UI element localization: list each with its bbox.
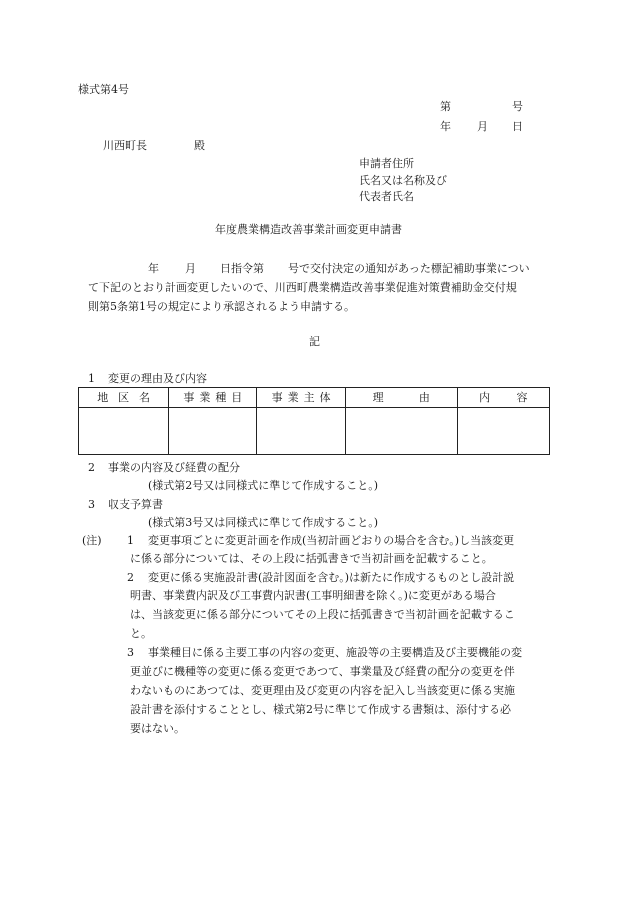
section3-note: (様式第3号又は同様式に準じて作成すること。): [148, 516, 379, 529]
section2-note: (様式第2号又は同様式に準じて作成すること。): [148, 479, 379, 492]
body-line1-rest: 号で交付決定の通知があった標記補助事業につい: [288, 262, 530, 275]
change-table: [78, 387, 554, 455]
note-number: 2: [127, 571, 134, 584]
section1-title: 変更の理由及び内容: [108, 372, 207, 385]
note-line: 変更に係る実施設計書(設計図面を含む。)は新たに作成するものとし設計説: [148, 571, 515, 584]
body-year: 年: [148, 262, 159, 275]
section3-title: 収支予算書: [108, 498, 163, 511]
note-line: に係る部分については、その上段に括弧書きで当初計画を記載すること。: [130, 552, 493, 565]
note-line: と。: [130, 627, 152, 640]
table-cell: [257, 408, 345, 455]
section3-number: 3: [88, 498, 95, 511]
date-day: 日: [512, 120, 523, 133]
note-line: は、当該変更に係る部分についてその上段に括弧書きで当初計画を記載するこ: [130, 608, 515, 621]
note-line: 設計書を添付することとし、様式第2号に準じて作成する書類は、添付する必: [130, 703, 511, 716]
body-day-order: 日指令第: [220, 262, 264, 275]
table-row: [79, 408, 550, 455]
note-number: 3: [127, 646, 134, 659]
note-line: 事業種目に係る主要工事の内容の変更、施設等の主要構造及び主要機能の変: [148, 646, 522, 659]
section1-number: 1: [88, 372, 95, 385]
notes-label: (注): [82, 534, 102, 547]
note-line: 要はない。: [130, 722, 185, 735]
document-title: 年度農業構造改善事業計画変更申請書: [215, 223, 402, 236]
table-cell: [169, 408, 257, 455]
column-header-reason: 理由: [345, 388, 457, 408]
addressee-honorific: 殿: [194, 139, 205, 152]
column-header-district: 地区名: [79, 388, 169, 408]
column-header-project-type: 事業種目: [169, 388, 257, 408]
section2-number: 2: [88, 461, 95, 474]
note-number: 1: [127, 534, 134, 547]
date-year: 年: [440, 120, 451, 133]
addressee-name: 川西町長: [103, 139, 147, 152]
body-month: 月: [185, 262, 196, 275]
column-header-content: 内容: [457, 388, 549, 408]
table-header-row: [79, 388, 550, 408]
form-number: 様式第4号: [78, 83, 129, 96]
body-line2: て下記のとおり計画変更したいので、川西町農業構造改善事業促進対策費補助金交付規: [88, 281, 517, 294]
table-cell: [457, 408, 549, 455]
applicant-address-label: 申請者住所: [359, 157, 414, 170]
doc-number-dai: 第: [440, 100, 451, 113]
ki-heading: 記: [309, 335, 320, 348]
doc-number-go: 号: [512, 100, 523, 113]
note-line: 変更事項ごとに変更計画を作成(当初計画どおりの場合を含む。)し当該変更: [148, 534, 515, 547]
applicant-name-label: 氏名又は名称及び: [359, 174, 447, 187]
date-month: 月: [477, 120, 488, 133]
note-line: 更並びに機種等の変更に係る変更であつて、事業量及び経費の配分の変更を伴: [130, 665, 515, 678]
section2-title: 事業の内容及び経費の配分: [108, 461, 240, 474]
applicant-representative-label: 代表者氏名: [359, 190, 414, 203]
table-cell: [79, 408, 169, 455]
note-line: わないものにあつては、変更理由及び変更の内容を記入し当該変更に係る実施: [130, 684, 515, 697]
table-cell: [345, 408, 457, 455]
note-line: 明書、事業費内訳及び工事費内訳書(工事明細書を除く。)に変更がある場合: [130, 589, 496, 602]
body-line3: 則第5条第1号の規定により承認されるよう申請する。: [88, 300, 355, 313]
column-header-project-entity: 事業主体: [257, 388, 345, 408]
